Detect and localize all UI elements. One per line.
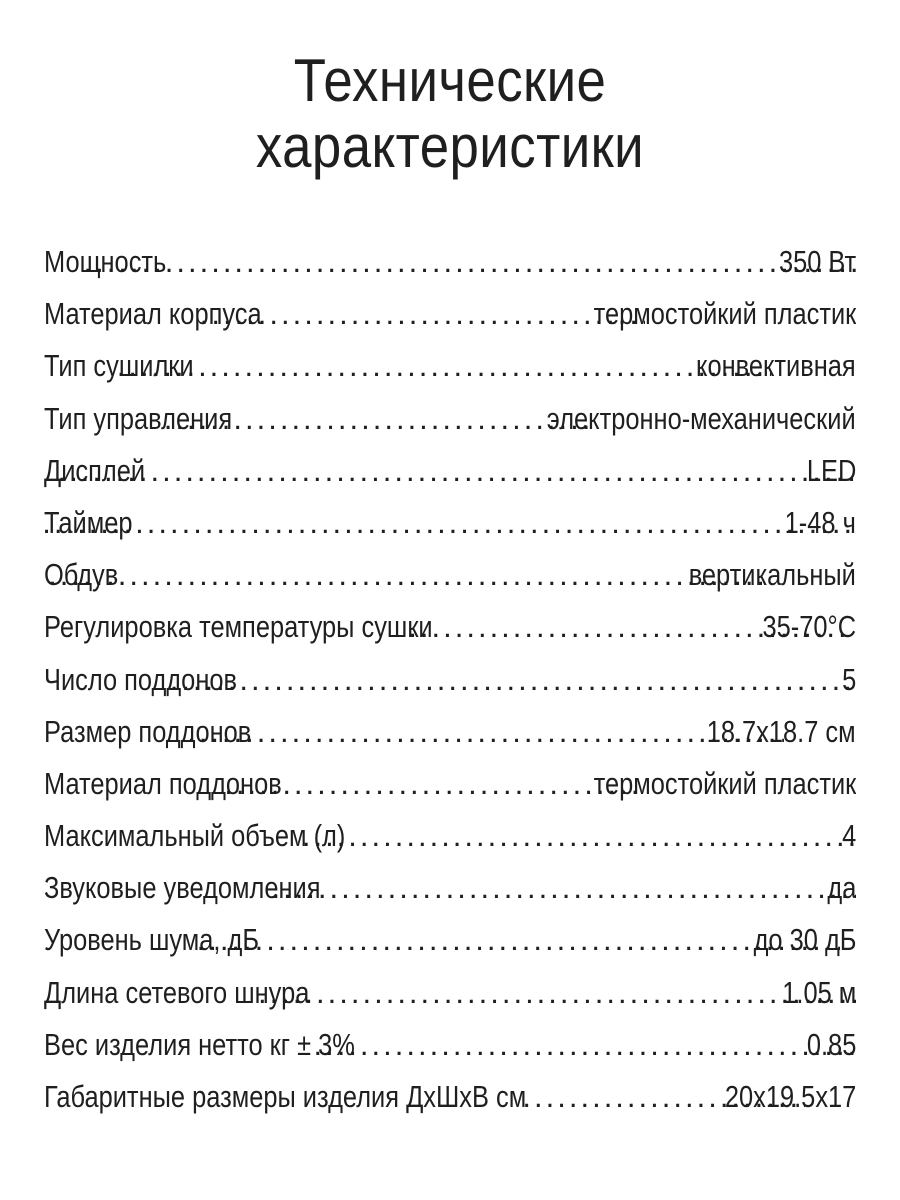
spec-value: 18.7x18.7 см [707,713,856,749]
spec-row-dimensions [44,1071,856,1123]
dot-leader [44,549,762,601]
spec-value: до 30 дБ [753,922,856,958]
dot-leader [58,445,856,497]
spec-row-body-material [44,288,856,340]
spec-row-display [44,445,856,497]
spec-value: термостойкий пластик [593,765,856,801]
spec-value: 0.85 [806,1026,856,1062]
spec-label: Таймер [44,504,133,540]
spec-value: 350 Вт [778,244,856,279]
spec-value: 20x19.5x17 [724,1079,856,1114]
spec-value: 5 [841,661,856,697]
spec-label: Число поддонов [44,661,238,697]
spec-row-tray-count [44,654,856,706]
spec-list [44,236,856,1123]
spec-label: Материал поддонов [44,765,282,801]
spec-row-control-type [44,393,856,445]
spec-value: 35-70°С [762,609,856,645]
dot-leader [83,236,856,288]
spec-label: Материал корпуса [44,296,262,332]
spec-row-timer [44,497,856,549]
spec-value: электронно-механический [547,400,856,436]
dot-leader [117,340,771,392]
spec-row-temperature-range [44,601,856,653]
dot-leader [197,914,841,966]
spec-value: вертикальный [688,557,856,593]
spec-label: Регулировка температуры сушки [44,609,433,645]
spec-label: Обдув [44,557,119,593]
dot-leader [313,1019,856,1071]
dot-leader [271,862,856,914]
spec-row-max-volume [44,810,856,862]
spec-label: Тип сушилки [44,348,194,384]
page-title-line-1: Технические [293,47,607,114]
spec-row-dryer-type [44,340,856,392]
spec-label: Длина сетевого шнура [44,974,310,1010]
spec-row-airflow [44,549,856,601]
spec-label: Уровень шума, дБ [44,922,260,958]
spec-row-cord-length [44,967,856,1019]
dot-leader [170,654,856,706]
spec-row-tray-material [44,758,856,810]
spec-label: Размер поддонов [44,713,252,749]
spec-value: 4 [841,818,856,854]
spec-label: Звуковые уведомления [44,870,321,906]
spec-row-sound-notifications [44,862,856,914]
spec-row-noise-level [44,914,856,966]
dot-leader [258,967,856,1019]
spec-value: LED [806,452,856,488]
spec-value: термостойкий пластик [593,296,856,332]
spec-value: 1-48 ч [784,504,856,540]
page-title-line-2: характеристики [255,113,645,180]
dot-leader [200,288,646,340]
dot-leader [302,810,856,862]
spec-label: Вес изделия нетто кг ± 3% [44,1026,355,1062]
spec-row-power [44,236,856,288]
spec-label: Габаритные размеры изделия ДхШхВ см [44,1079,527,1114]
dot-leader [224,758,645,810]
spec-label: Максимальный объем (л) [44,818,346,854]
spec-label: Дисплей [44,452,146,488]
dot-leader [187,706,784,758]
spec-row-tray-size [44,706,856,758]
spec-value: 1.05 м [781,974,856,1010]
page-title [54,48,846,180]
spec-row-net-weight [44,1019,856,1071]
spec-label: Мощность [44,244,167,279]
spec-label: Тип управления [44,400,233,436]
spec-value: да [827,870,856,906]
dot-leader [44,497,856,549]
spec-value: конвективная [696,348,856,384]
